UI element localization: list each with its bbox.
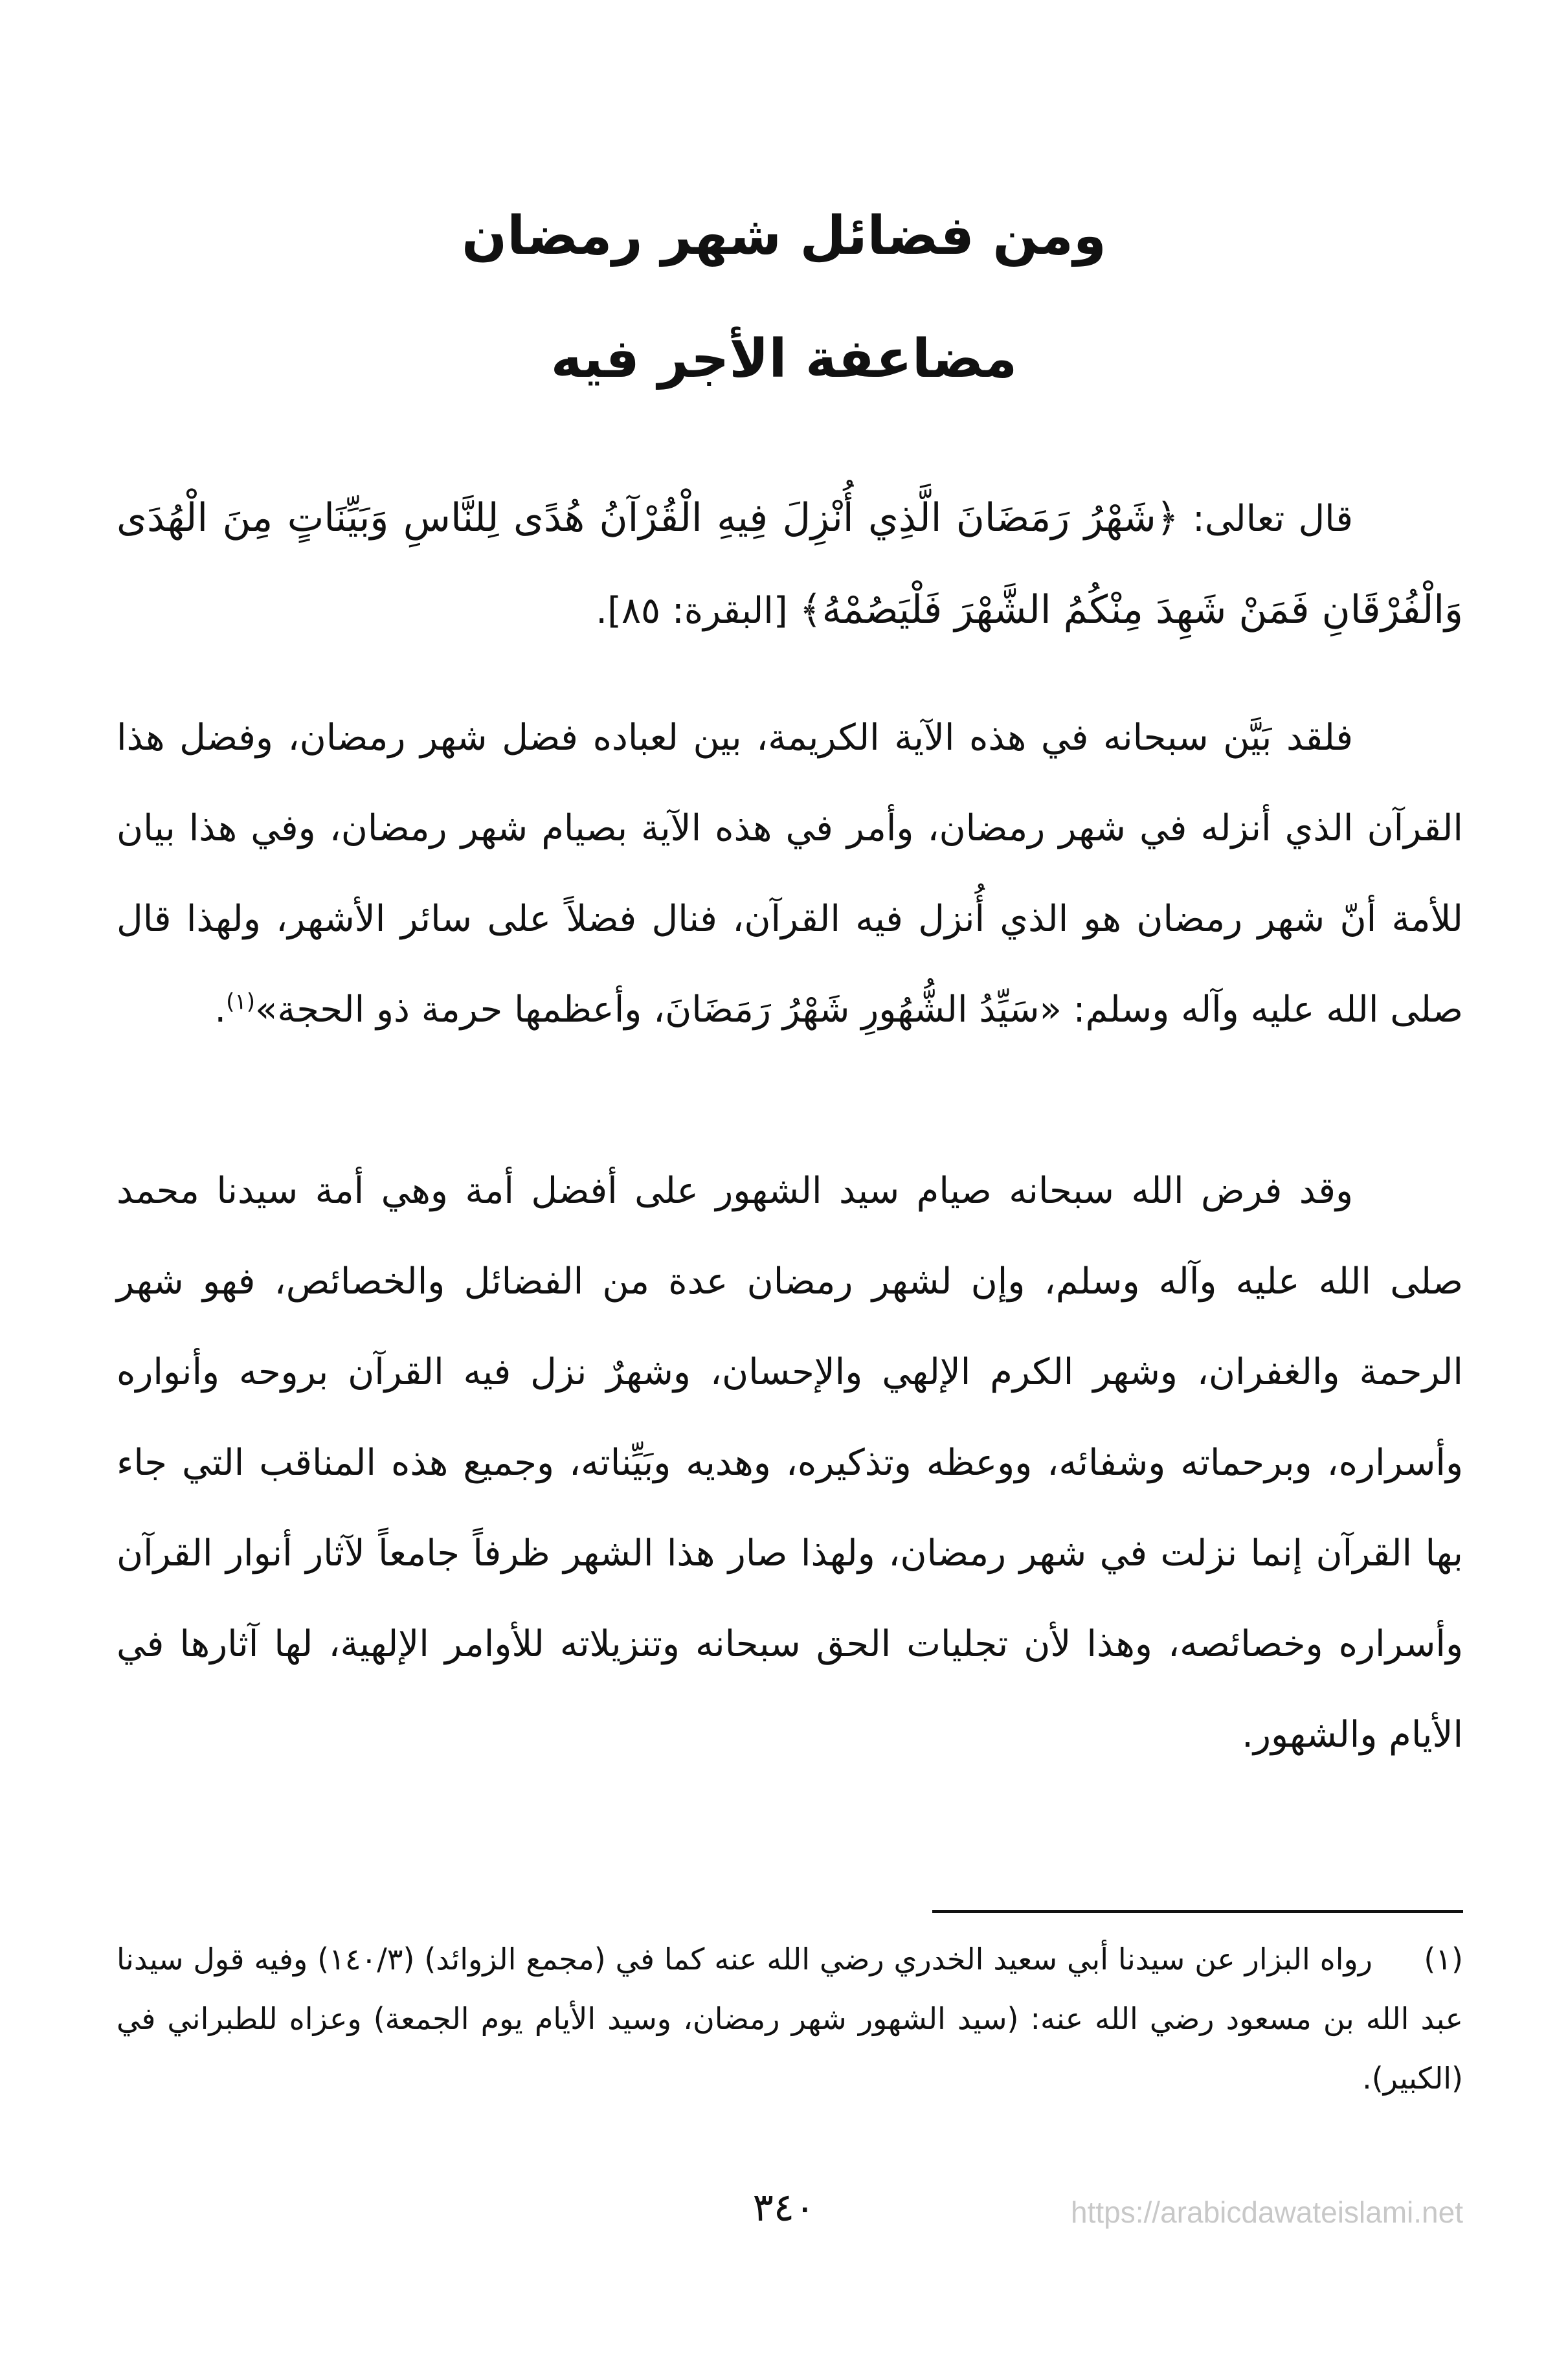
section-subtitle: مضاعفة الأجر فيه — [550, 328, 1018, 390]
page-number: ٣٤٠ — [752, 2185, 816, 2230]
paragraph-1-end: . — [214, 989, 227, 1031]
paragraph-1-text-block — [117, 693, 1463, 1055]
paragraph-1-text: فلقد بَيَّن سبحانه في هذه الآية الكريمة، بين لعباده فضل شهر رمضان، وفضل هذا القرآن الذي أنزله في شهر رمضان، وأمر في هذه الآية بصيام شهر رمضان، وفي هذا بيان للأمة أنّ شهر رمضان هو الذي أُنزل فيه القرآن، فنال فضلاً على سائر الأشهر، ولهذا قال صلى الله عليه وآله وسلم: «سَيِّدُ الشُّهُورِ شَهْرُ رَمَضَانَ، وأعظمها حرمة ذو الحجة» — [117, 717, 1463, 1031]
watermark-url: https://arabicdawateislami.net — [1071, 2195, 1463, 2229]
footnote-number: (١) — [1424, 1942, 1463, 1977]
paragraph-2 — [117, 1146, 1463, 1780]
footnote-ref[interactable]: (١) — [226, 989, 255, 1015]
quran-verse-text: ﴿شَهْرُ رَمَضَانَ الَّذِي أُنْزِلَ فِيهِ الْقُرْآنُ هُدًى لِلنَّاسِ وَبَيِّنَاتٍ مِنَ الْهُدَى وَالْفُرْقَانِ فَمَنْ شَهِدَ مِنْكُمُ الشَّهْرَ فَلْيَصُمْهُ﴾ — [117, 495, 1463, 633]
footnote-divider — [932, 1910, 1463, 1913]
paragraph-2-text: وقد فرض الله سبحانه صيام سيد الشهور على أفضل أمة وهي أمة سيدنا محمد صلى الله عليه وآله وسلم، وإن لشهر رمضان عدة من الفضائل والخصائص، فهو شهر الرحمة والغفران، وشهر الكرم الإلهي والإحسان، وشهرٌ نزل فيه القرآن بروحه وأنواره وأسراره، وبرحماته وشفائه، ووعظه وتذكيره، وهديه وبَيِّناته، وجميع هذه المناقب التي جاء بها القرآن إنما نزلت في شهر رمضان، ولهذا صار هذا الشهر ظرفاً جامعاً لآثار أنوار القرآن وأسراره وخصائصه، وهذا لأن تجليات الحق سبحانه وتنزيلاته للأوامر الإلهية، لها آثارها في الأيام والشهور. — [117, 1170, 1463, 1756]
section-title: ومن فضائل شهر رمضان — [462, 205, 1106, 267]
verse-line — [117, 473, 1463, 656]
quran-verse-paragraph — [117, 473, 1463, 656]
footnote — [117, 1929, 1463, 2108]
footnote-text: رواه البزار عن سيدنا أبي سعيد الخدري رضي الله عنه كما في (مجمع الزوائد) (١٤٠/٣) وفيه قول سيدنا عبد الله بن مسعود رضي الله عنه: (سيد الشهور شهر رمضان، وسيد الأيام يوم الجمعة) وعزاه للطبراني في (الكبير). — [117, 1942, 1463, 2096]
verse-lead-text: قال تعالى: — [1193, 498, 1353, 540]
verse-citation: [البقرة: ٨٥]. — [596, 590, 788, 632]
paragraph-1 — [117, 693, 1463, 1055]
